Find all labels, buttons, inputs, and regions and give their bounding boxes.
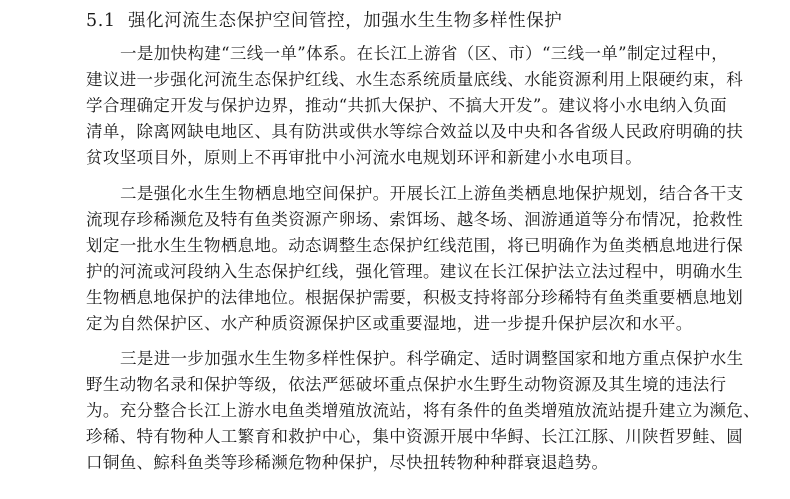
paragraph-line: 珍稀、特有物种人工繁育和救护中心，集中资源开展中华鲟、长江江豚、川陕哲罗鲑、圆 [86, 427, 744, 446]
paragraph-line: 划定一批水生生物栖息地。动态调整生态保护红线范围，将已明确作为鱼类栖息地进行保 [86, 236, 744, 255]
paragraph-line: 野生动物名录和保护等级，依法严惩破坏重点保护水生野生动物资源及其生境的违法行 [86, 375, 727, 394]
paragraph-line: 建议进一步强化河流生态保护红线、水生态系统质量底线、水能资源利用上限硬约束，科 [86, 70, 744, 89]
paragraph-line: 学合理确定开发与保护边界，推动“共抓大保护、不搞大开发”。建议将小水电纳入负面 [86, 96, 728, 115]
paragraph-line: 为。充分整合长江上游水电鱼类增殖放流站，将有条件的鱼类增殖放流站提升建立为濒危、 [86, 401, 760, 420]
paragraph-line: 生物栖息地保护的法律地位。根据保护需要，积极支持将部分珍稀特有鱼类重要栖息地划 [86, 288, 744, 307]
section-number: 5.1 [86, 11, 116, 31]
paragraph-line: 贫攻坚项目外，原则上不再审批中小河流水电规划环评和新建小水电项目。 [86, 148, 643, 167]
paragraph-line: 三是进一步加强水生生物多样性保护。科学确定、适时调整国家和地方重点保护水生 [120, 349, 744, 368]
paragraph-line: 清单，除离网缺电地区、具有防洪或供水等综合效益以及中央和各省级人民政府明确的扶 [86, 122, 744, 141]
paragraph-line: 口铜鱼、鯮科鱼类等珍稀濒危物种保护，尽快扭转物种种群衰退趋势。 [86, 453, 609, 472]
paragraph-line: 二是强化水生生物栖息地空间保护。开展长江上游鱼类栖息地保护规划，结合各干支 [120, 184, 744, 203]
paragraph-line: 流现存珍稀濒危及特有鱼类资源产卵场、索饵场、越冬场、洄游通道等分布情况，抢救性 [86, 210, 744, 229]
paragraph-line: 护的河流或河段纳入生态保护红线，强化管理。建议在长江保护法立法过程中，明确水生 [86, 262, 744, 281]
section-title: 强化河流生态保护空间管控，加强水生生物多样性保护 [128, 11, 563, 31]
section-heading [86, 10, 766, 32]
paragraph-line: 定为自然保护区、水产种质资源保护区或重要湿地，进一步提升保护层次和水平。 [86, 314, 693, 333]
paragraph-line: 一是加快构建“三线一单”体系。在长江上游省（区、市）“三线一单”制定过程中， [120, 44, 729, 63]
